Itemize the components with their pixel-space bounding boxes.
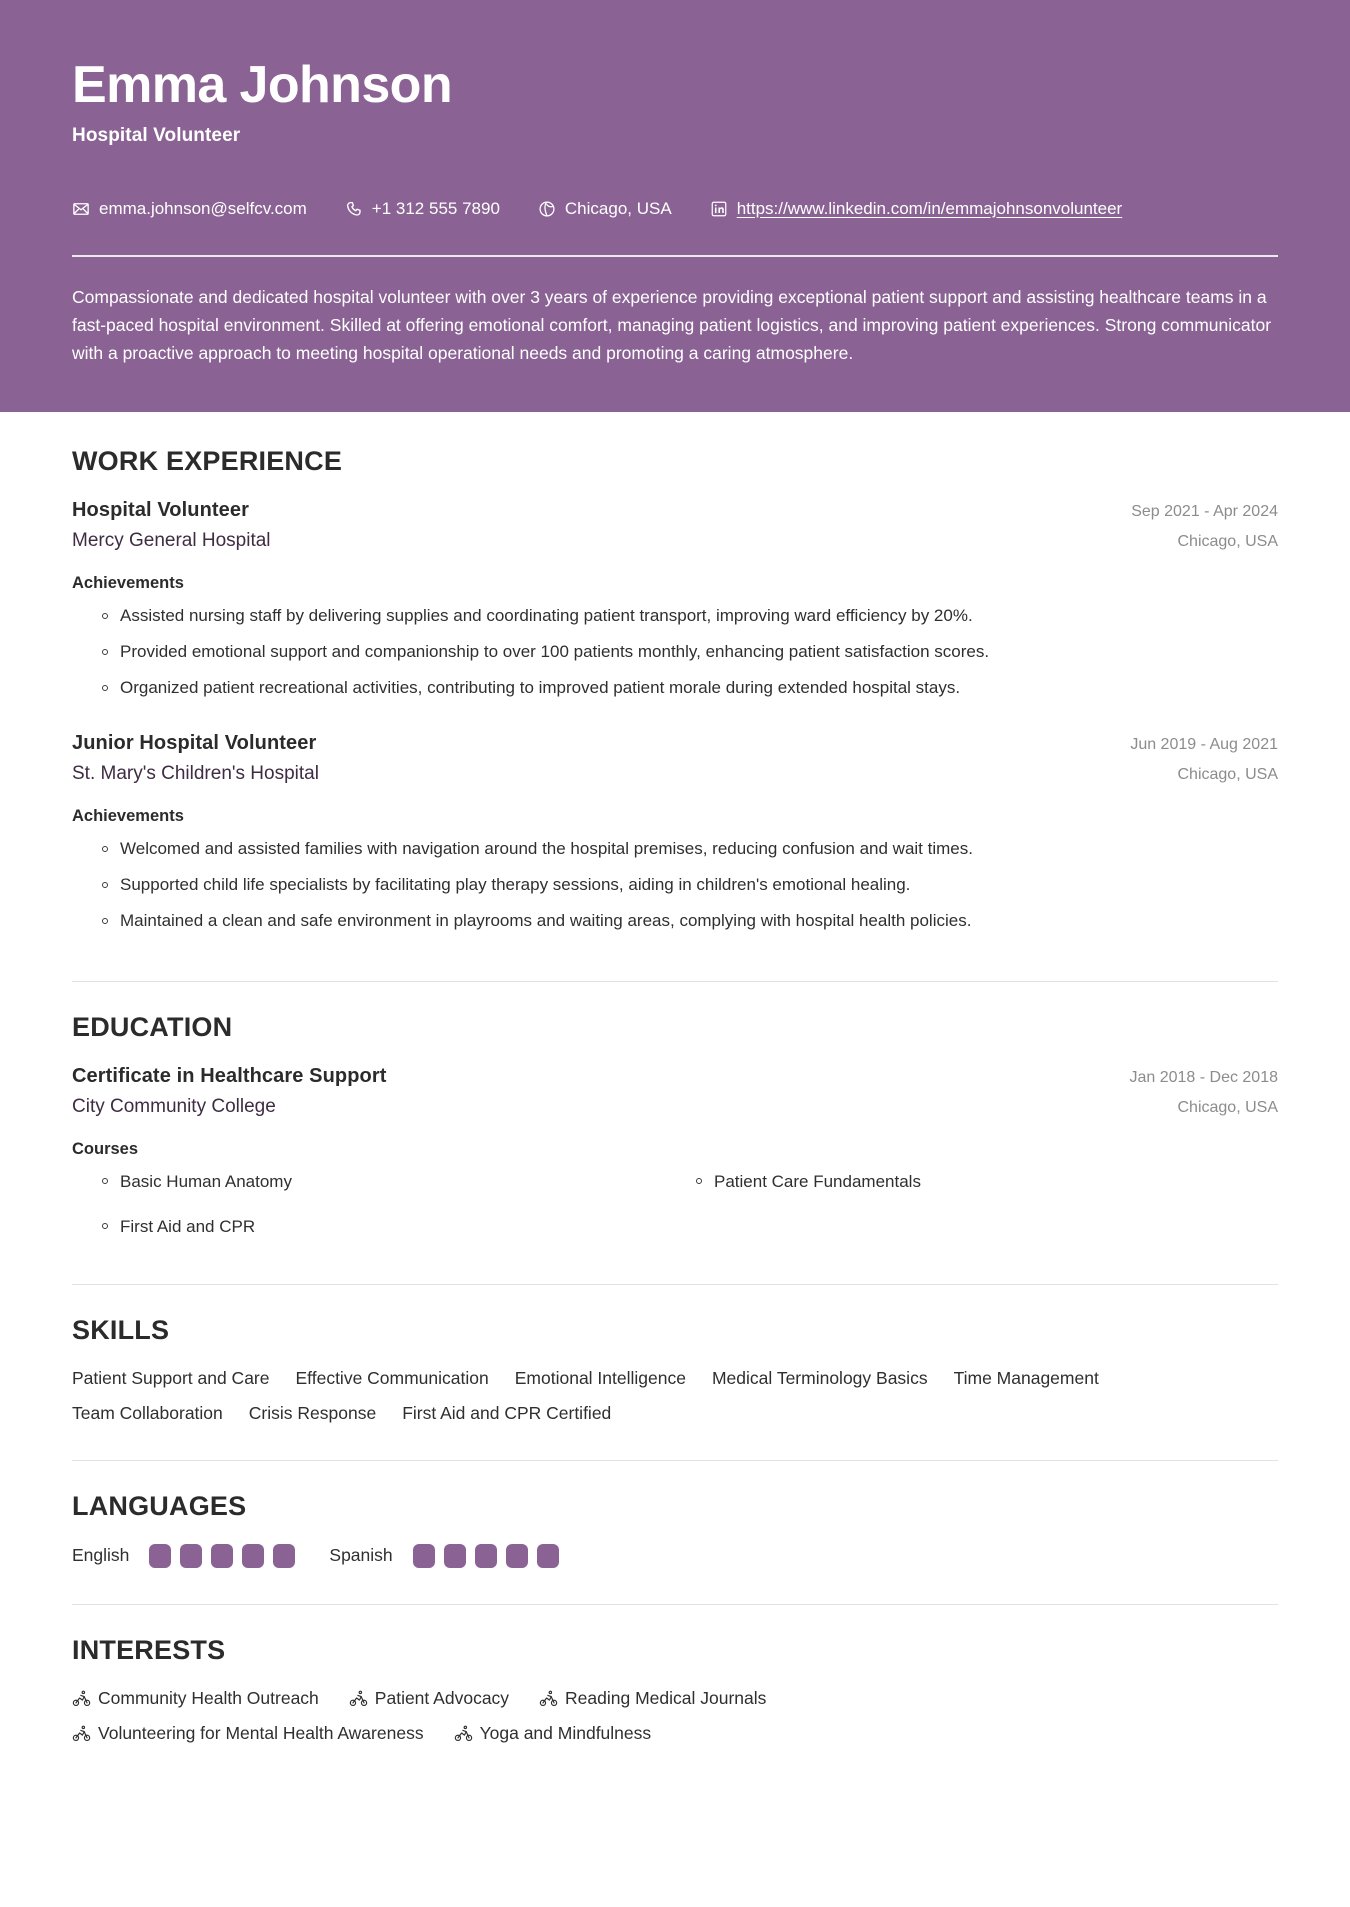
skills-list (72, 1368, 1222, 1424)
interest-item (72, 1723, 424, 1744)
resume-header (0, 0, 1350, 412)
professional-summary: Compassionate and dedicated hospital volunteer with over 3 years of experience providing exceptional patient support and assisting healthcare teams in a fast-paced hospital environment. Skilled at offering emotional comfort, managing patient logistics, and improving patient experiences. Strong communicator with a proactive approach to meeting hospital operational needs and promoting a caring atmosphere. (72, 286, 1272, 364)
section-divider (72, 1604, 1278, 1605)
skill-tag: Time Management (953, 1367, 1099, 1388)
work-achievements-list (72, 603, 1278, 702)
work-entry (72, 732, 1278, 935)
work-date: Jun 2019 - Aug 2021 (1130, 735, 1278, 753)
work-position: Junior Hospital Volunteer (72, 731, 317, 754)
achievements-label: Achievements (72, 573, 184, 592)
section-divider (72, 981, 1278, 982)
work-location: Chicago, USA (1177, 765, 1278, 783)
contact-linkedin[interactable] (710, 199, 1123, 219)
interest-label: Reading Medical Journals (565, 1687, 767, 1708)
list-item: Provided emotional support and companionship to over 100 patients monthly, enhancing patient satisfaction scores. (120, 639, 1278, 665)
work-organization: Mercy General Hospital (72, 529, 271, 551)
education-entry-header (72, 1065, 1278, 1088)
list-item: Supported child life specialists by facilitating play therapy sessions, aiding in children's emotional healing. (120, 872, 1278, 898)
education-institution: City Community College (72, 1095, 276, 1117)
list-item: First Aid and CPR (120, 1214, 684, 1240)
achievements-label: Achievements (72, 806, 184, 825)
language-level-dot (211, 1544, 233, 1568)
skill-tag: Patient Support and Care (72, 1367, 270, 1388)
language-item (72, 1544, 295, 1568)
courses-list (72, 1169, 1278, 1240)
education-degree: Certificate in Healthcare Support (72, 1064, 387, 1087)
language-level-dot (180, 1544, 202, 1568)
contact-location-label: Chicago, USA (564, 198, 672, 218)
language-item (329, 1544, 558, 1568)
section-title-interests: INTERESTS (72, 1634, 226, 1665)
contact-location (538, 199, 672, 219)
section-skills (72, 1315, 1278, 1434)
location-pin-icon (538, 200, 556, 218)
contact-email[interactable] (72, 199, 307, 219)
list-item: Organized patient recreational activities, contributing to improved patient morale during extended hospital stays. (120, 675, 1278, 701)
person-biking-icon (72, 1689, 91, 1708)
skill-tag: Effective Communication (295, 1367, 489, 1388)
contact-linkedin-label[interactable]: https://www.linkedin.com/in/emmajohnsonvolunteer (736, 198, 1123, 218)
language-level-dot (149, 1544, 171, 1568)
section-title-education: EDUCATION (72, 1011, 233, 1042)
language-name: Spanish (329, 1545, 393, 1566)
resume-body (0, 412, 1350, 1794)
list-item: Maintained a clean and safe environment in playrooms and waiting areas, complying with hospital health policies. (120, 908, 1278, 934)
section-title-work-experience: WORK EXPERIENCE (72, 445, 343, 476)
list-item: Patient Care Fundamentals (714, 1169, 1278, 1195)
interest-label: Volunteering for Mental Health Awareness (98, 1722, 424, 1743)
interest-item (454, 1723, 652, 1744)
skill-tag: Emotional Intelligence (514, 1367, 686, 1388)
work-organization: St. Mary's Children's Hospital (72, 762, 319, 784)
language-level-dot (242, 1544, 264, 1568)
list-item: Basic Human Anatomy (120, 1169, 684, 1195)
interest-row (72, 1688, 1278, 1709)
contact-phone[interactable] (345, 199, 500, 219)
envelope-icon (72, 200, 90, 218)
contact-phone-label: +1 312 555 7890 (371, 198, 500, 218)
section-interests (72, 1635, 1278, 1754)
language-level-dot (444, 1544, 466, 1568)
work-entry-subheader (72, 763, 1278, 785)
language-level-dot (475, 1544, 497, 1568)
list-item: Welcomed and assisted families with navigation around the hospital premises, reducing confusion and wait times. (120, 836, 1278, 862)
interest-label: Patient Advocacy (374, 1687, 510, 1708)
work-entry (72, 499, 1278, 702)
skill-tag: Team Collaboration (72, 1402, 223, 1423)
person-biking-icon (72, 1724, 91, 1743)
section-divider (72, 1284, 1278, 1285)
list-item: Assisted nursing staff by delivering supplies and coordinating patient transport, improving ward efficiency by 20%. (120, 603, 1278, 629)
section-title-languages: LANGUAGES (72, 1490, 247, 1521)
phone-icon (345, 200, 363, 218)
interest-item (539, 1688, 766, 1709)
section-languages (72, 1491, 1278, 1578)
interest-row (72, 1723, 1278, 1744)
language-level-dot (273, 1544, 295, 1568)
person-biking-icon (539, 1689, 558, 1708)
section-title-skills: SKILLS (72, 1314, 170, 1345)
interest-label: Community Health Outreach (98, 1687, 319, 1708)
work-location: Chicago, USA (1177, 532, 1278, 550)
education-entry-subheader (72, 1096, 1278, 1118)
language-level-meter (413, 1544, 559, 1568)
languages-list (72, 1544, 1278, 1568)
courses-label: Courses (72, 1139, 139, 1158)
language-level-dot (537, 1544, 559, 1568)
section-work-experience (72, 446, 1278, 955)
person-biking-icon (349, 1689, 368, 1708)
work-entry-subheader (72, 530, 1278, 552)
candidate-name: Emma Johnson (72, 56, 452, 114)
person-biking-icon (454, 1724, 473, 1743)
section-education (72, 1012, 1278, 1258)
work-date: Sep 2021 - Apr 2024 (1131, 502, 1278, 520)
header-divider (72, 255, 1278, 257)
contact-row (72, 199, 1278, 219)
language-name: English (72, 1545, 130, 1566)
work-achievements-list (72, 836, 1278, 935)
interest-item (349, 1688, 509, 1709)
education-entry (72, 1065, 1278, 1240)
language-level-dot (506, 1544, 528, 1568)
language-level-meter (149, 1544, 295, 1568)
interest-item (72, 1688, 319, 1709)
work-entry-header (72, 499, 1278, 522)
linkedin-icon (710, 200, 728, 218)
education-date: Jan 2018 - Dec 2018 (1129, 1068, 1278, 1086)
work-entry-header (72, 732, 1278, 755)
education-location: Chicago, USA (1177, 1098, 1278, 1116)
candidate-headline: Hospital Volunteer (72, 124, 241, 146)
contact-email-label: emma.johnson@selfcv.com (99, 198, 307, 218)
skill-tag: Medical Terminology Basics (711, 1367, 928, 1388)
skill-tag: Crisis Response (248, 1402, 377, 1423)
interests-list (72, 1688, 1278, 1744)
work-position: Hospital Volunteer (72, 498, 250, 521)
language-level-dot (413, 1544, 435, 1568)
skill-tag: First Aid and CPR Certified (402, 1402, 612, 1423)
section-divider (72, 1460, 1278, 1461)
interest-label: Yoga and Mindfulness (479, 1722, 652, 1743)
